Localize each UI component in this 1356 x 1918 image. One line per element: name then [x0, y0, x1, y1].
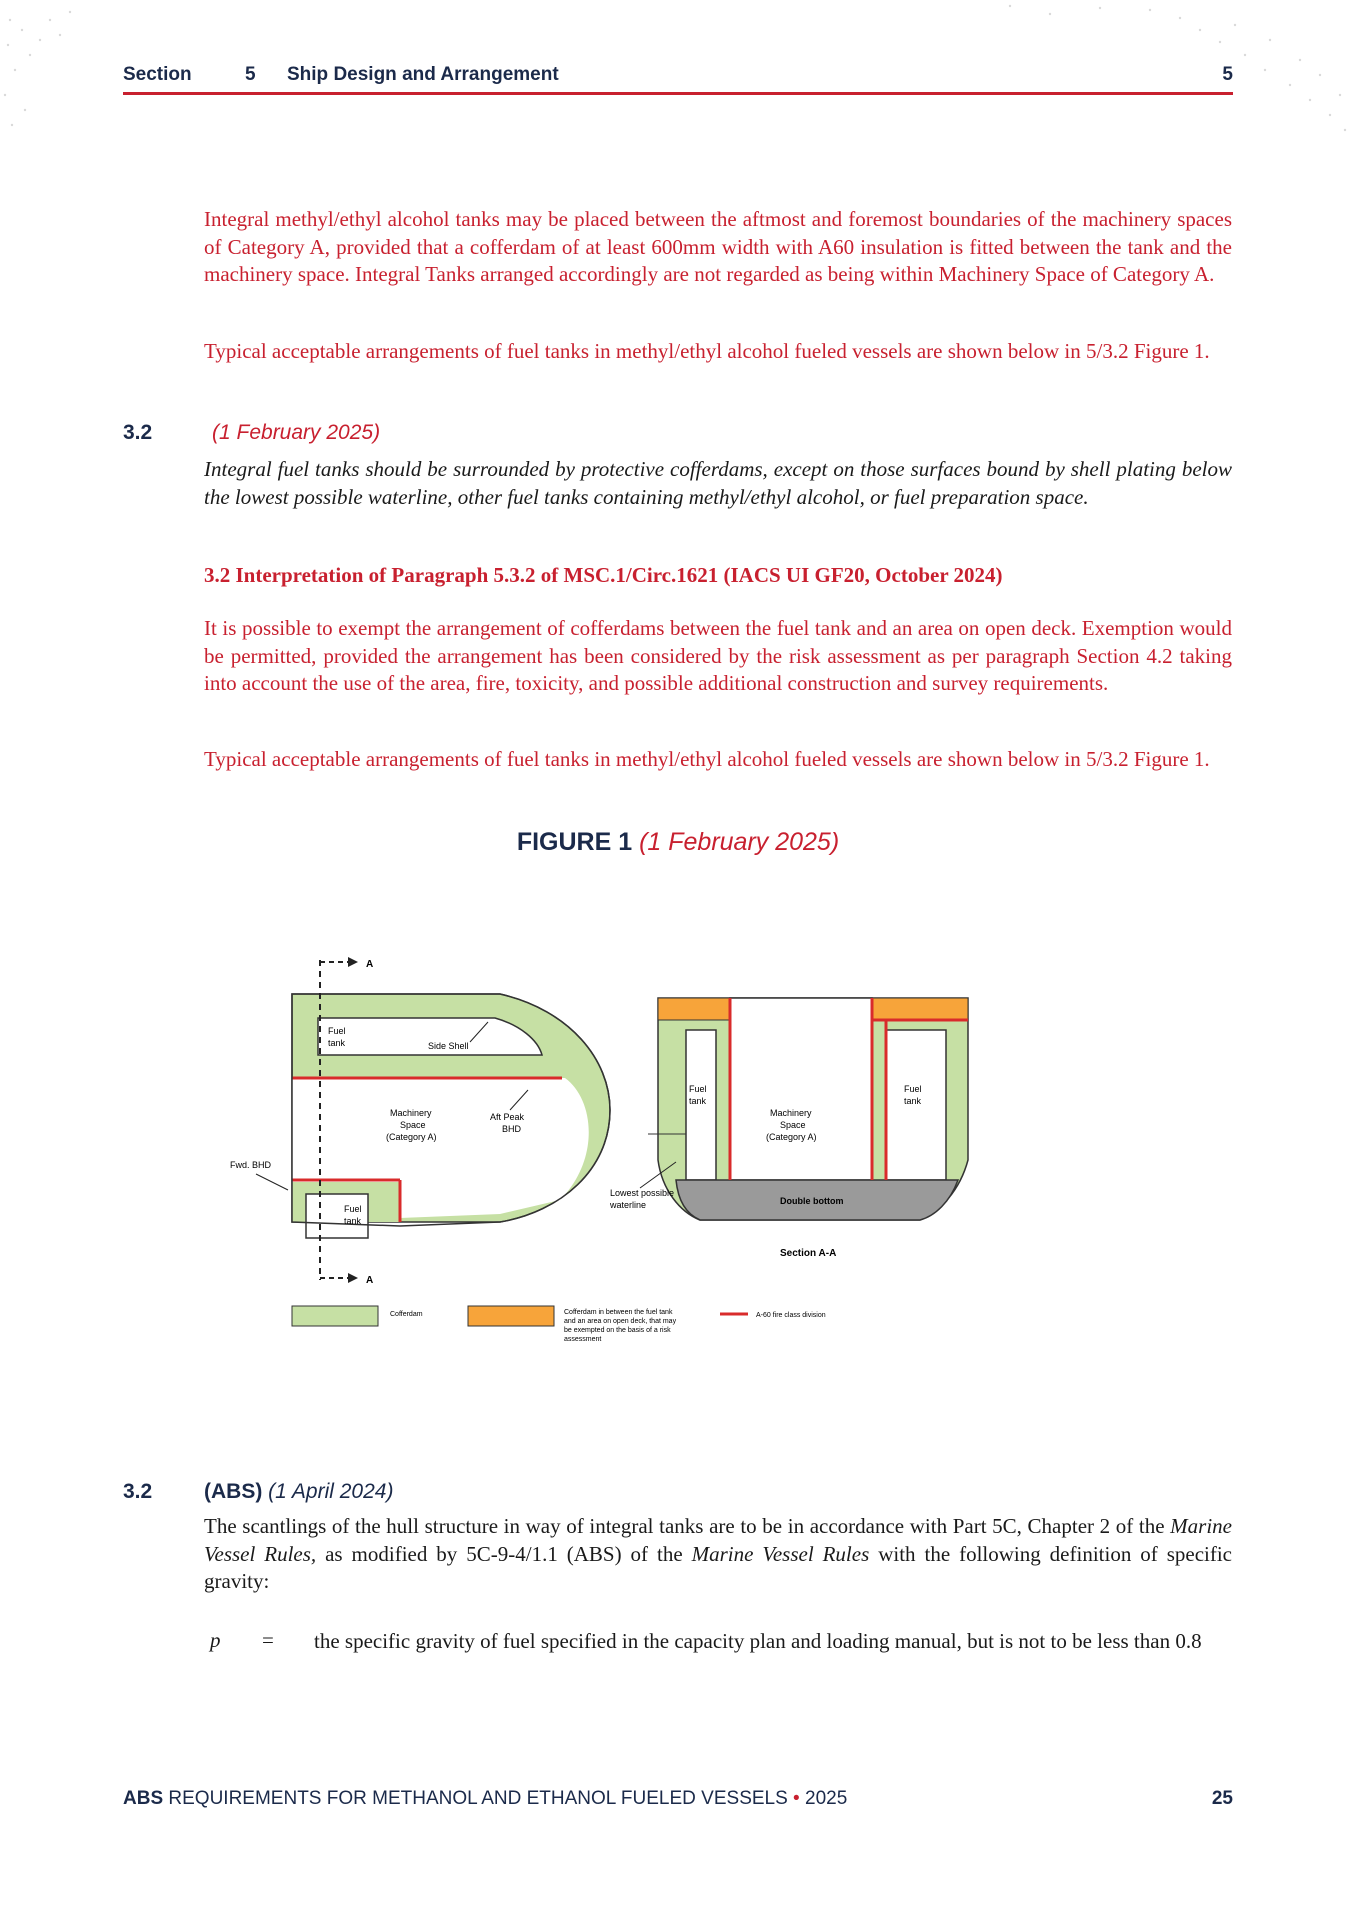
section-arrow-bottom-head — [348, 1273, 358, 1283]
figure-title — [0, 828, 1356, 857]
label-fuel-right: Fuel — [904, 1084, 922, 1094]
label-lowest-possible: Lowest possible — [610, 1188, 675, 1198]
fwd-bhd-leader — [256, 1174, 288, 1190]
label-double-bottom: Double bottom — [780, 1196, 844, 1206]
section-number-3-2: 3.2 — [123, 421, 153, 444]
label-waterline: waterline — [610, 1200, 647, 1210]
label-space-plan: Space — [400, 1120, 426, 1130]
label-side-shell: Side Shell — [428, 1041, 469, 1051]
label-tank-lower: tank — [344, 1216, 362, 1226]
footer-abs: ABS — [123, 1788, 164, 1809]
section-title-3-2-abs — [204, 1480, 393, 1504]
footer-year: 2025 — [805, 1788, 848, 1809]
header-rule — [123, 92, 1233, 95]
header-section-number: 5 — [245, 64, 256, 85]
legend-exempt-line4: assessment — [564, 1336, 602, 1343]
label-bhd: BHD — [502, 1124, 522, 1134]
section-exempt-cofferdam-left — [658, 998, 730, 1020]
label-machinery-section: Machinery — [770, 1108, 812, 1118]
paragraph-exemption: It is possible to exempt the arrangement of cofferdams between the fuel tank and an area on open deck. Exemption would be permitted, provided the arrangement has been considered by the risk assessment as per paragraph Section 4.2 taking into account the use of the area, fire, toxicity, and possible additional construction and survey requirements. — [204, 616, 1232, 695]
label-tank-left: tank — [689, 1096, 707, 1106]
paragraph-integral-tanks: Integral methyl/ethyl alcohol tanks may be placed between the aftmost and foremost boundaries of the machinery spaces of Category A, provided that a cofferdam of at least 600mm width with A60 insulation is fitted between the tank and the machinery space. Integral Tanks arranged accordingly are not regarded as being within Machinery Space of Category A. — [204, 207, 1232, 286]
legend-a60: A-60 fire class division — [756, 1312, 826, 1319]
scantlings-text-2: as modified by 5C-9-4/1.1 (ABS) of the — [316, 1541, 692, 1566]
running-footer — [123, 1788, 1233, 1818]
section-marker-top: A — [366, 959, 374, 970]
scantlings-rules-1: Marine Vessel Rules, — [204, 1514, 1232, 1566]
legend-cofferdam: Cofferdam — [390, 1311, 423, 1318]
figure-title-label: FIGURE 1 — [516, 828, 633, 856]
label-fuel-upper: Fuel — [328, 1026, 346, 1036]
legend-swatch-exempt — [468, 1306, 554, 1326]
paragraph-scantlings — [204, 1513, 1232, 1596]
scantlings-text-3: with the following definition of specific gravity: — [204, 1541, 1233, 1593]
legend-exempt-line3: be exempted on the basis of a risk — [564, 1327, 671, 1334]
label-fuel-left: Fuel — [689, 1084, 707, 1094]
label-section-aa: Section A-A — [780, 1248, 837, 1259]
section-number-3-2-abs: 3.2 — [123, 1480, 153, 1503]
definition-text: the specific gravity of fuel specified in the capacity plan and loading manual, but is not to be less than 0.8 — [314, 1629, 1202, 1653]
label-machinery-plan: Machinery — [390, 1108, 432, 1118]
header-chapter-number: 5 — [1222, 64, 1233, 85]
definition-symbol: p — [210, 1628, 221, 1652]
footer-doc-title: REQUIREMENTS FOR METHANOL AND ETHANOL FUELED VESSELS — [163, 1788, 788, 1809]
paragraph-cofferdams: Integral fuel tanks should be surrounded by protective cofferdams, except on those surfaces bound by shell plating below the lowest possible waterline, other fuel tanks containing methyl/ethyl alcohol, or fuel preparation space. — [204, 457, 1232, 509]
definition-equals: = — [262, 1628, 274, 1652]
label-category-section: (Category A) — [766, 1132, 817, 1142]
running-header — [123, 60, 1233, 90]
paragraph-typical-arrangements: Typical acceptable arrangements of fuel tanks in methyl/ethyl alcohol fueled vessels are shown below in 5/3.2 Figure 1. — [204, 339, 1210, 363]
header-section-title: Ship Design and Arrangement — [287, 64, 559, 85]
header-section-label: Section — [123, 64, 192, 85]
label-space-section: Space — [780, 1120, 806, 1130]
scantlings-text-1: The scantlings of the hull structure in way of integral tanks are to be in accordance with Part 5C, Chapter 2 of the — [204, 1514, 1171, 1538]
label-tank-right: tank — [904, 1096, 922, 1106]
footer-page-number: 25 — [1211, 1788, 1233, 1809]
fuel-tank-arrangement-figure — [200, 950, 1000, 1390]
scantlings-rules-2: Marine Vessel Rules — [691, 1541, 870, 1566]
footer-title — [123, 1788, 847, 1810]
label-category-plan: (Category A) — [386, 1132, 437, 1142]
section-abs-date: (1 April 2024) — [268, 1480, 394, 1503]
legend-exempt-line1: Cofferdam in between the fuel tank — [564, 1309, 673, 1316]
interpretation-heading: 3.2 Interpretation of Paragraph 5.3.2 of MSC.1/Circ.1621 (IACS UI GF20, October 2024) — [204, 563, 1003, 587]
section-title-3-2 — [212, 421, 380, 445]
paragraph-typical-arrangements-2: Typical acceptable arrangements of fuel tanks in methyl/ethyl alcohol fueled vessels are shown below in 5/3.2 Figure 1. — [204, 747, 1210, 771]
figure-title-date: (1 February 2025) — [639, 828, 840, 856]
section-arrow-top-head — [348, 957, 358, 967]
legend-swatch-cofferdam — [292, 1306, 378, 1326]
footer-dot: • — [787, 1788, 805, 1809]
section-abs-tag: (ABS) — [204, 1480, 263, 1503]
section-exempt-cofferdam-right — [872, 998, 968, 1020]
section-machinery-space — [730, 998, 872, 1180]
legend-exempt-line2: and an area on open deck, that may — [564, 1318, 677, 1325]
label-fuel-lower: Fuel — [344, 1204, 362, 1214]
label-aft-peak: Aft Peak — [490, 1112, 525, 1122]
label-tank-upper: tank — [328, 1038, 346, 1048]
label-fwd-bhd: Fwd. BHD — [230, 1160, 272, 1170]
section-marker-bottom: A — [366, 1275, 374, 1286]
section-date: (1 February 2025) — [212, 421, 381, 444]
